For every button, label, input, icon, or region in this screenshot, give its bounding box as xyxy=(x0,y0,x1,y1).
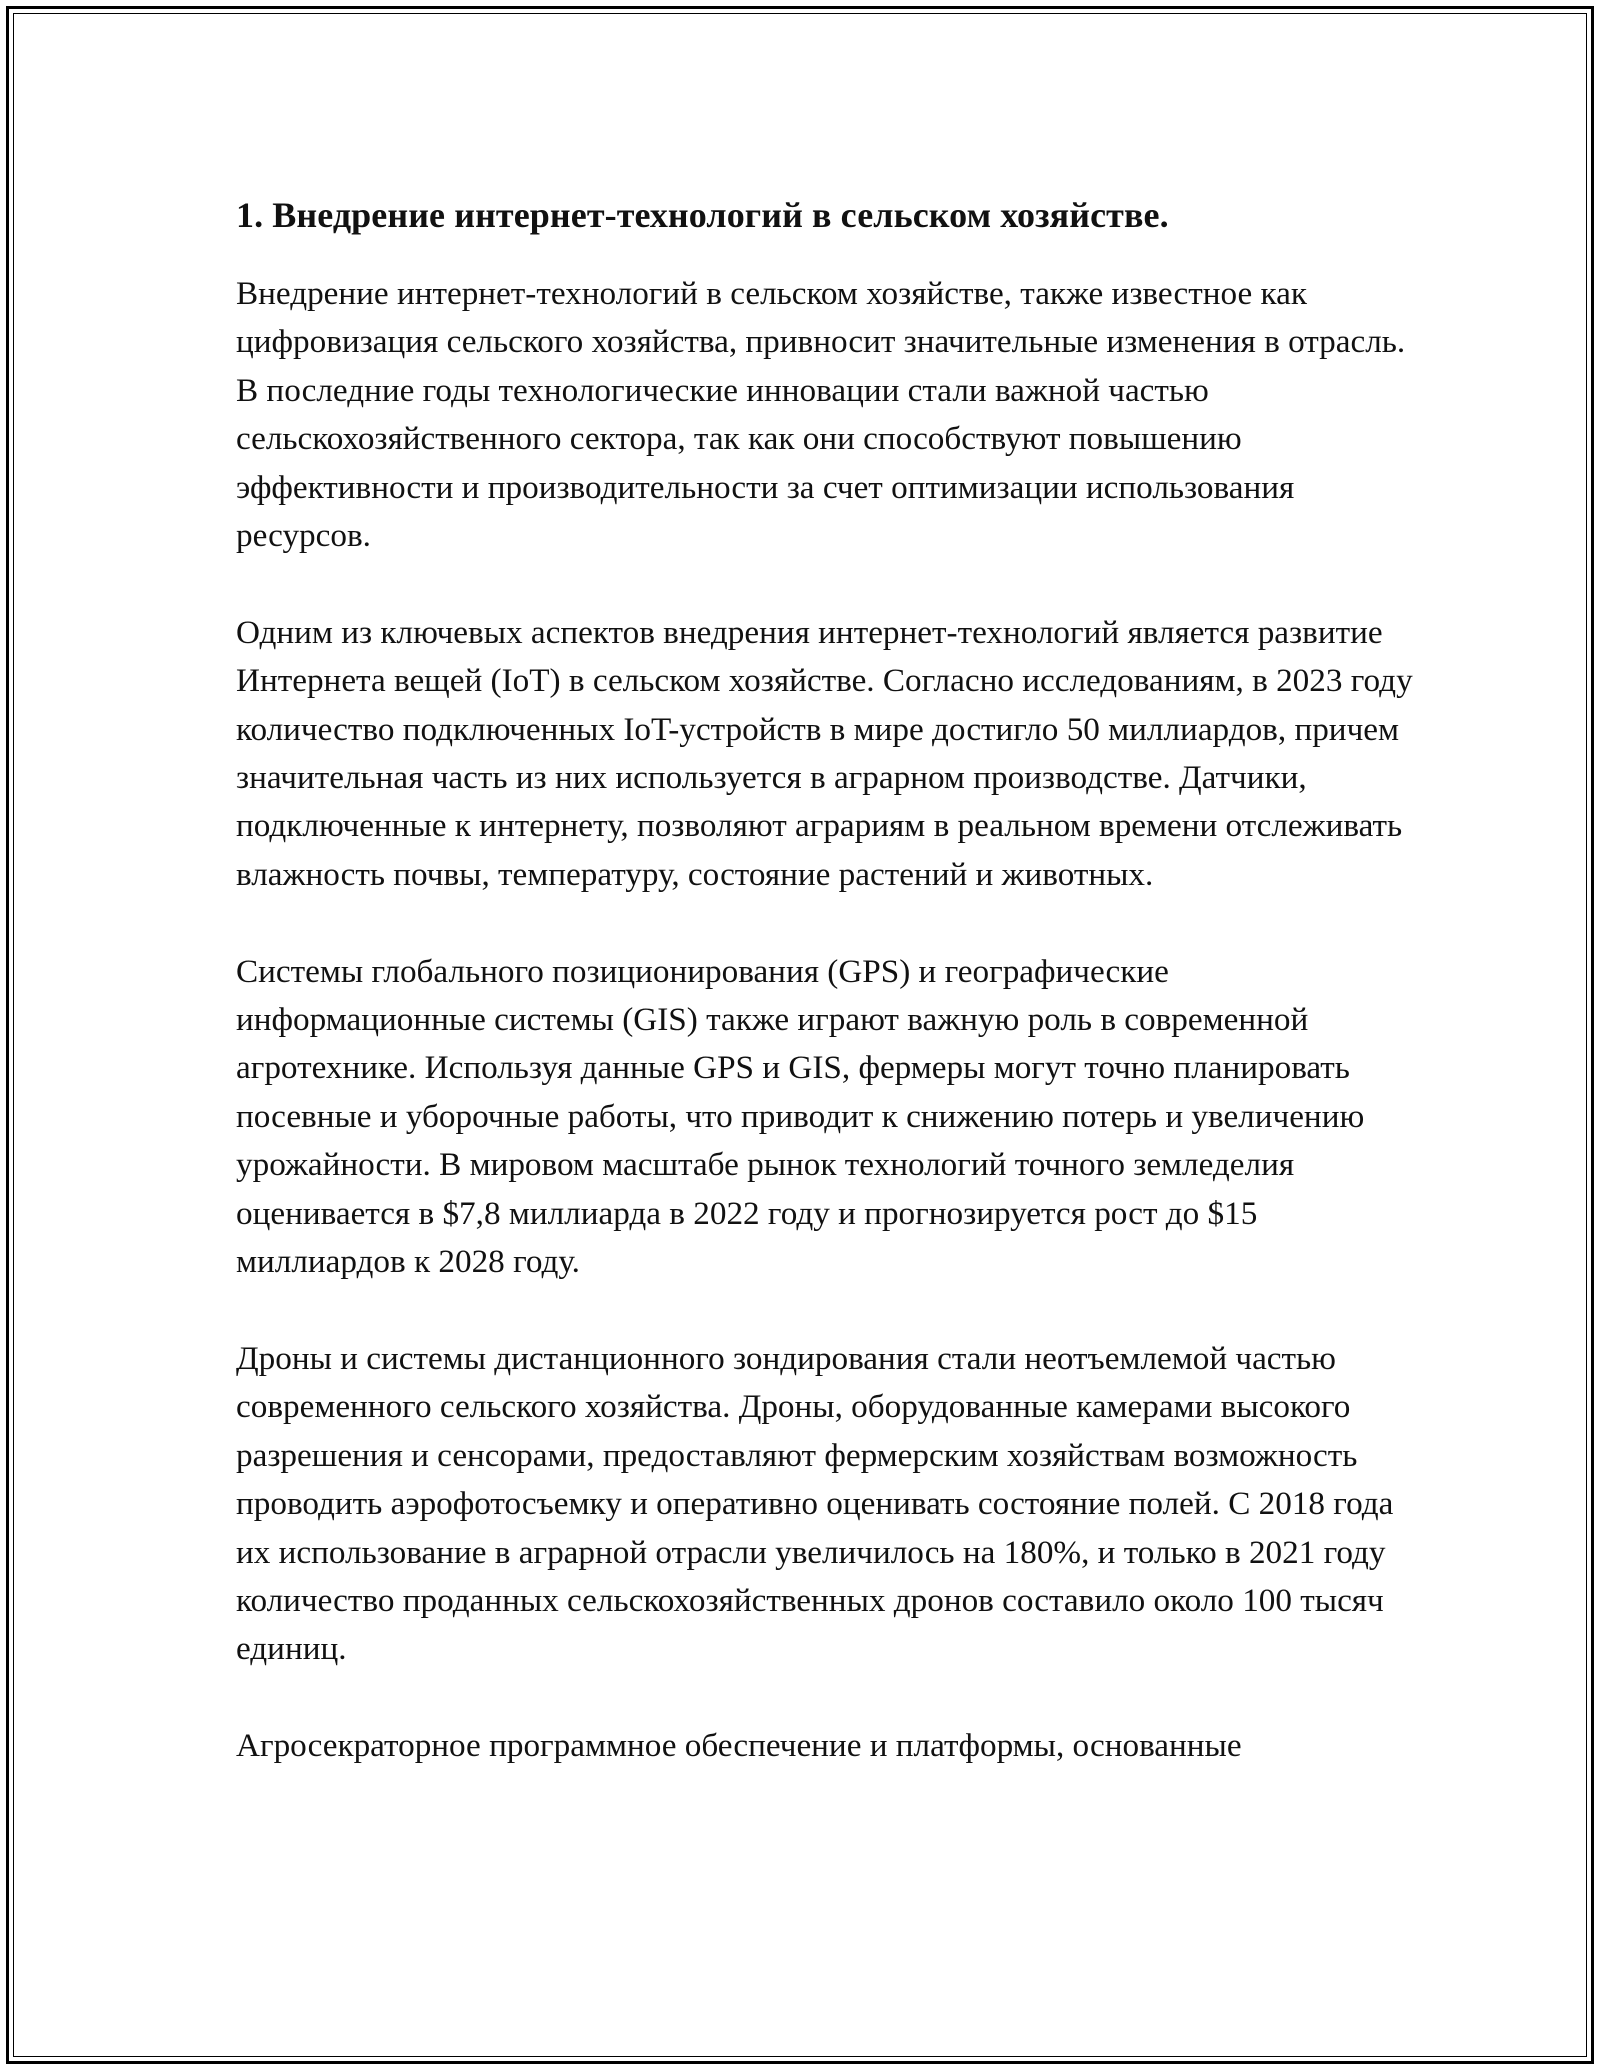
paragraph-iot: Одним из ключевых аспектов внедрения интернет-технологий является развитие Интернета вещей (IoT) в сельском хозяйстве. Согласно исследованиям, в 2023 году количество подключенных IoT-устройств в мире достигло 50 миллиардов, причем значительная часть из них используется в аграрном производстве. Датчики, подключенные к интернету, позволяют аграриям в реальном времени отслеживать влажность почвы, температуру, состояние растений и животных. xyxy=(236,613,1413,893)
paragraph-software: Агросекраторное программное обеспечение и платформы, основанные xyxy=(236,1727,1242,1765)
paragraph-gps-gis: Системы глобального позиционирования (GPS) и географические информационные системы (GIS) также играют важную роль в современной агротехнике. Используя данные GPS и GIS, фермеры могут точно планировать посевные и уборочные работы, что приводит к снижению потерь и увеличению урожайности. В мировом масштабе рынок технологий точного земледелия оценивается в $7,8 миллиарда в 2022 году и прогнозируется рост до $15 миллиардов к 2028 году. xyxy=(236,952,1365,1281)
paragraph-digitalization: Внедрение интернет-технологий в сельском хозяйстве, также известное как цифровизация сельского хозяйства, привносит значительные изменения в отрасль. В последние годы технологические инновации стали важной частью сельскохозяйственного сектора, так как они способствуют повышению эффективности и производительности за счет оптимизации использования ресурсов. xyxy=(236,275,1406,555)
document-body xyxy=(236,186,1416,1771)
section-heading: 1. Внедрение интернет-технологий в сельском хозяйстве. xyxy=(236,195,1169,235)
paragraph-drones: Дроны и системы дистанционного зондирования стали неотъемлемой частью современного сельского хозяйства. Дроны, оборудованные камерами высокого разрешения и сенсорами, предоставляют фермерским хозяйствам возможность проводить аэрофотосъемку и оперативно оценивать состояние полей. С 2018 года их использование в аграрной отрасли увеличилось на 180%, и только в 2021 году количество проданных сельскохозяйственных дронов составило около 100 тысяч единиц. xyxy=(236,1339,1394,1668)
